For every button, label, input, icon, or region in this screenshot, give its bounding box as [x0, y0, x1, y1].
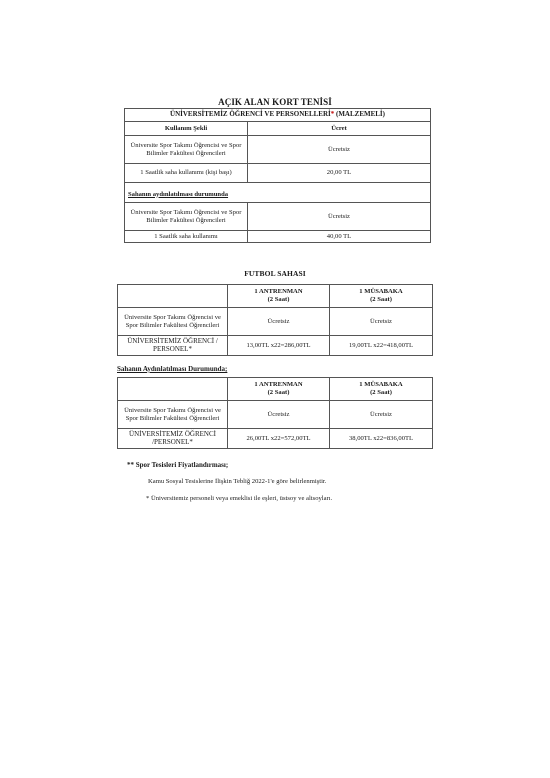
tennis-col-usage: Kullanım Şekli	[125, 122, 248, 136]
pricing-note-line-1: Kamu Sosyal Tesislerine İlişkin Tebliğ 2022-1'e göre belirlenmiştir.	[148, 478, 327, 485]
football-col-match-sub: (2 Saat)	[370, 296, 392, 303]
tennis-header-row	[125, 109, 431, 122]
football-lit-row-training: Ücretsiz	[228, 401, 330, 429]
tennis-title: AÇIK ALAN KORT TENİSİ	[218, 97, 332, 107]
football-lit-row-training: 26,00TL x22=572,00TL	[228, 429, 330, 449]
table-row	[125, 231, 431, 243]
tennis-table	[124, 108, 431, 243]
tennis-row-label: 1 Saatlik saha kullanımı (kişi başı)	[125, 164, 248, 183]
football-lit-col-match-sub: (2 Saat)	[370, 389, 392, 396]
football-lit-row-match: 38,00TL x22=836,00TL	[330, 429, 433, 449]
football-header-row	[118, 285, 433, 308]
tennis-lit-note-row	[125, 183, 431, 203]
tennis-lit-row-label: Üniversite Spor Takımı Öğrencisi ve Spor Bilimler Fakültesi Öğrencileri	[125, 203, 248, 231]
table-row	[125, 164, 431, 183]
football-lit-header-row	[118, 378, 433, 401]
football-lit-col-training-sub: (2 Saat)	[267, 389, 290, 396]
tennis-lit-note: Sahanın aydınlatılması durumunda	[125, 183, 431, 203]
tennis-col-fee: Ücret	[248, 122, 431, 136]
tennis-header-text: ÜNİVERSİTEMİZ ÖĞRENCİ VE PERSONELLERİ	[170, 110, 331, 119]
table-row	[118, 429, 433, 449]
tennis-row-value: 20,00 TL	[248, 164, 431, 183]
football-lit-row-label: ÜNİVERSİTEMİZ ÖĞRENCİ /PERSONEL*	[118, 429, 228, 449]
football-row-match: Ücretsiz	[330, 308, 433, 336]
tennis-main-header	[125, 109, 431, 122]
table-row	[125, 203, 431, 231]
football-lit-row-match: Ücretsiz	[330, 401, 433, 429]
tennis-lit-row-value: Ücretsiz	[248, 203, 431, 231]
football-row-match: 19,00TL x22=418,00TL	[330, 336, 433, 356]
pricing-notes-heading: ** Spor Tesisleri Fiyatlandırması;	[127, 461, 229, 469]
football-col-match-label: 1 MÜSABAKA	[359, 288, 403, 296]
football-col-match	[330, 285, 433, 308]
tennis-header-star: *	[330, 110, 335, 119]
table-row	[125, 136, 431, 164]
football-lit-col-match-label: 1 MÜSABAKA	[359, 381, 403, 389]
football-lit-row-label: Üniversite Spor Takımı Öğrencisi ve Spor Bilimler Fakültesi Öğrencileri	[118, 401, 228, 429]
football-lit-col-match	[330, 378, 433, 401]
tennis-column-headers	[125, 122, 431, 136]
pricing-note-line-2: * Üniversitemiz personeli veya emeklisi ile eşleri, üstsoy ve altsoyları.	[146, 495, 333, 502]
football-row-training: 13,00TL x22=286,00TL	[228, 336, 330, 356]
tennis-lit-row-label: 1 Saatlik saha kullanımı	[125, 231, 248, 243]
football-lit-col-training-label: 1 ANTRENMAN	[254, 381, 303, 389]
tennis-row-label: Üniversite Spor Takımı Öğrencisi ve Spor Bilimler Fakültesi Öğrencileri	[125, 136, 248, 164]
table-row	[118, 336, 433, 356]
tennis-row-value: Ücretsiz	[248, 136, 431, 164]
football-title: FUTBOL SAHASI	[244, 269, 306, 278]
football-lit-header-empty	[118, 378, 228, 401]
football-lit-col-training	[228, 378, 330, 401]
table-row	[118, 401, 433, 429]
football-lit-table	[117, 377, 433, 449]
football-row-label: Üniversite Spor Takımı Öğrencisi ve Spor Bilimler Fakültesi Öğrencileri	[118, 308, 228, 336]
football-row-training: Ücretsiz	[228, 308, 330, 336]
football-col-training-sub: (2 Saat)	[267, 296, 290, 303]
table-row	[118, 308, 433, 336]
football-lit-label: Sahanın Aydınlatılması Durumunda;	[117, 365, 228, 373]
football-row-label: ÜNİVERSİTEMİZ ÖĞRENCİ / PERSONEL*	[118, 336, 228, 356]
tennis-lit-row-value: 40,00 TL	[248, 231, 431, 243]
football-col-training	[228, 285, 330, 308]
football-table	[117, 284, 433, 356]
football-header-empty	[118, 285, 228, 308]
tennis-header-suffix: (MALZEMELİ)	[334, 110, 385, 119]
football-col-training-label: 1 ANTRENMAN	[254, 288, 303, 296]
